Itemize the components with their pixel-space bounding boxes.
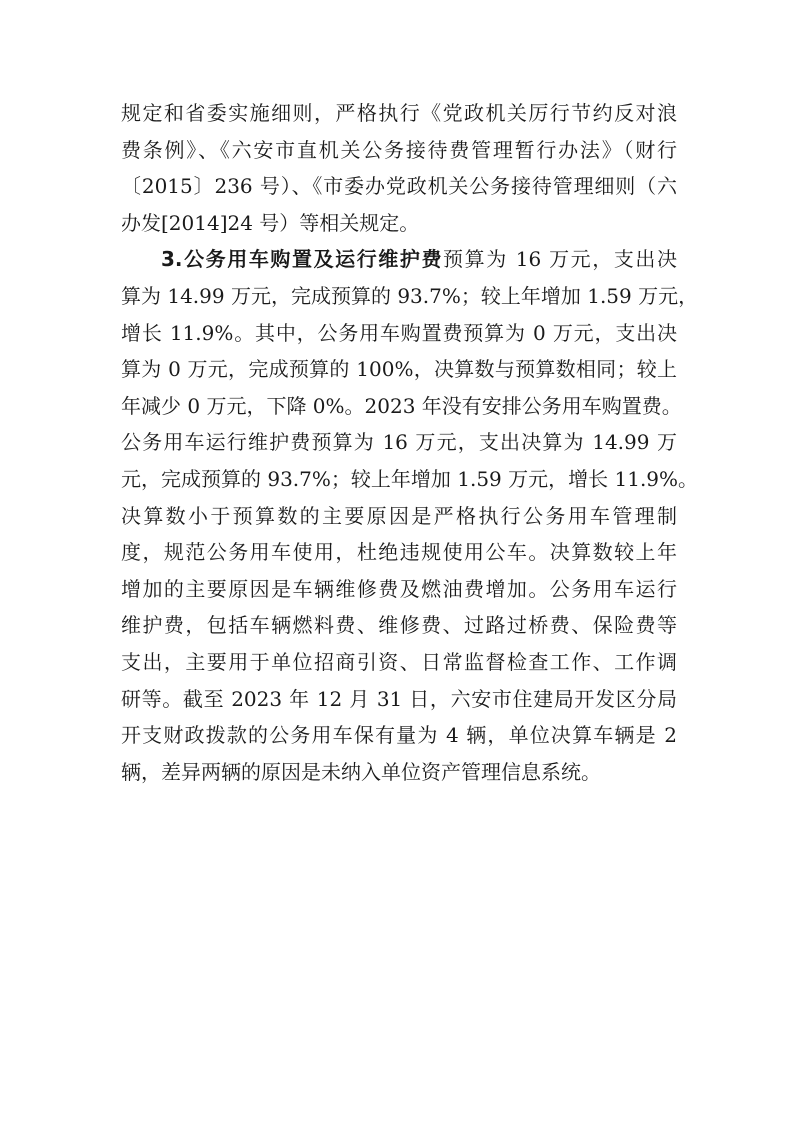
text-line: 公务用车运行维护费预算为 16 万元，支出决算为 14.99 万 xyxy=(121,430,677,455)
text-line: 支出，主要用于单位招商引资、日常监督检查工作、工作调 xyxy=(121,649,677,674)
text-line: 元，完成预算的 93.7%；较上年增加 1.59 万元，增长 11.9%。 xyxy=(121,466,699,491)
text-line: 规定和省委实施细则，严格执行《党政机关厉行节约反对浪 xyxy=(121,101,677,125)
text-line: 办发[2014]24 号）等相关规定。 xyxy=(121,210,420,235)
text-line: 〔2015〕236 号）、《市委办党政机关公务接待管理细则（六 xyxy=(121,174,677,199)
section-heading: 3.公务用车购置及运行维护费 xyxy=(161,247,444,272)
body-text xyxy=(121,95,699,790)
text-line: 算为 14.99 万元，完成预算的 93.7%；较上年增加 1.59 万元， xyxy=(121,283,699,308)
text-line: 增长 11.9%。其中，公务用车购置费预算为 0 万元，支出决 xyxy=(121,320,677,345)
section-heading-line xyxy=(121,241,677,278)
text-line: 开支财政拨款的公务用车保有量为 4 辆，单位决算车辆是 2 xyxy=(121,723,677,748)
text-line: 维护费，包括车辆燃料费、维修费、过路过桥费、保险费等 xyxy=(121,613,677,638)
text-line: 费条例》、《六安市直机关公务接待费管理暂行办法》（财行 xyxy=(121,137,677,162)
text-line-rest: 预算为 16 万元，支出决 xyxy=(443,247,677,272)
text-line: 决算数小于预算数的主要原因是严格执行公务用车管理制 xyxy=(121,503,677,528)
text-line: 辆，差异两辆的原因是未纳入单位资产管理信息系统。 xyxy=(121,759,601,784)
text-line: 度，规范公务用车使用，杜绝违规使用公车。决算数较上年 xyxy=(121,540,677,565)
text-line: 算为 0 万元，完成预算的 100%，决算数与预算数相同；较上 xyxy=(121,357,677,382)
text-line: 增加的主要原因是车辆维修费及燃油费增加。公务用车运行 xyxy=(121,576,677,601)
text-line: 研等。截至 2023 年 12 月 31 日，六安市住建局开发区分局 xyxy=(121,686,677,711)
text-line: 年减少 0 万元，下降 0%。2023 年没有安排公务用车购置费。 xyxy=(121,393,682,418)
